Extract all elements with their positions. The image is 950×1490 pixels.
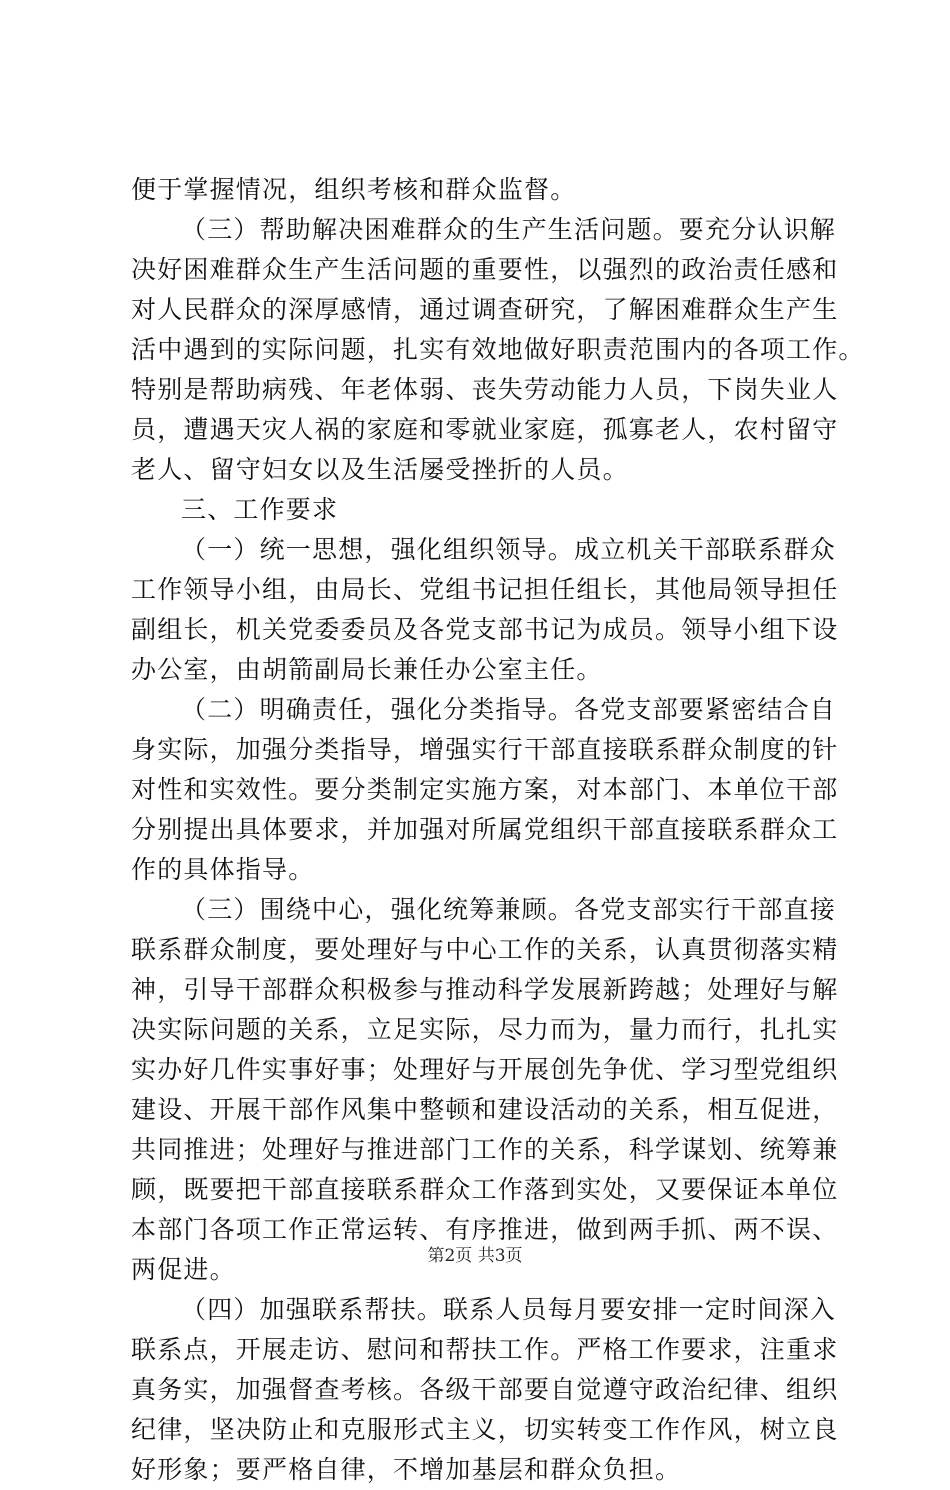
text-line: 顾，既要把干部直接联系群众工作落到实处，又要保证本单位: [131, 1175, 839, 1204]
text-line: 决好困难群众生产生活问题的重要性，以强烈的政治责任感和: [131, 255, 839, 284]
text-line: 真务实，加强督查考核。各级干部要自觉遵守政治纪律、组织: [131, 1375, 839, 1404]
text-line: 办公室，由胡箭副局长兼任办公室主任。: [131, 655, 603, 684]
text-line: 决实际问题的关系，立足实际，尽力而为，量力而行，扎扎实: [131, 1015, 839, 1044]
page-footer: 第2页 共3页: [427, 1246, 523, 1266]
text-line: （二）明确责任，强化分类指导。各党支部要紧密结合自: [181, 695, 837, 724]
text-line: 两促进。: [131, 1255, 236, 1284]
document-body: [131, 170, 865, 1490]
text-line: 联系群众制度，要处理好与中心工作的关系，认真贯彻落实精: [131, 935, 839, 964]
text-line: 联系点，开展走访、慰问和帮扶工作。严格工作要求，注重求: [131, 1335, 839, 1364]
text-line: 作的具体指导。: [131, 855, 315, 884]
text-line: 身实际，加强分类指导，增强实行干部直接联系群众制度的针: [131, 735, 839, 764]
text-line: 神，引导干部群众积极参与推动科学发展新跨越；处理好与解: [131, 975, 839, 1004]
text-line: 工作领导小组，由局长、党组书记担任组长，其他局领导担任: [131, 575, 839, 604]
text-line: （一）统一思想，强化组织领导。成立机关干部联系群众: [181, 535, 837, 564]
text-line: 员，遭遇天灾人祸的家庭和零就业家庭，孤寡老人，农村留守: [131, 415, 839, 444]
text-line: 特别是帮助病残、年老体弱、丧失劳动能力人员，下岗失业人: [131, 375, 839, 404]
text-line: 老人、留守妇女以及生活屡受挫折的人员。: [131, 455, 629, 484]
text-line: 便于掌握情况，组织考核和群众监督。: [131, 175, 577, 204]
text-line: 实办好几件实事好事；处理好与开展创先争优、学习型党组织: [131, 1055, 839, 1084]
text-line: 本部门各项工作正常运转、有序推进，做到两手抓、两不误、: [131, 1215, 839, 1244]
text-line: 纪律，坚决防止和克服形式主义，切实转变工作作风，树立良: [131, 1415, 839, 1444]
text-line: 好形象；要严格自律，不增加基层和群众负担。: [131, 1455, 682, 1484]
text-line: 对性和实效性。要分类制定实施方案，对本部门、本单位干部: [131, 775, 839, 804]
text-line: 对人民群众的深厚感情，通过调查研究，了解困难群众生产生: [131, 295, 839, 324]
text-line: 副组长，机关党委委员及各党支部书记为成员。领导小组下设: [131, 615, 839, 644]
text-line: （四）加强联系帮扶。联系人员每月要安排一定时间深入: [181, 1295, 837, 1324]
text-line: 三、工作要求: [181, 495, 339, 524]
text-line: 分别提出具体要求，并加强对所属党组织干部直接联系群众工: [131, 815, 839, 844]
text-line: 共同推进；处理好与推进部门工作的关系，科学谋划、统筹兼: [131, 1135, 839, 1164]
text-line: （三）围绕中心，强化统筹兼顾。各党支部实行干部直接: [181, 895, 837, 924]
text-line: 建设、开展干部作风集中整顿和建设活动的关系，相互促进，: [131, 1095, 839, 1124]
text-line: 活中遇到的实际问题，扎实有效地做好职责范围内的各项工作。: [131, 335, 865, 364]
text-line: （三）帮助解决困难群众的生产生活问题。要充分认识解: [181, 215, 837, 244]
